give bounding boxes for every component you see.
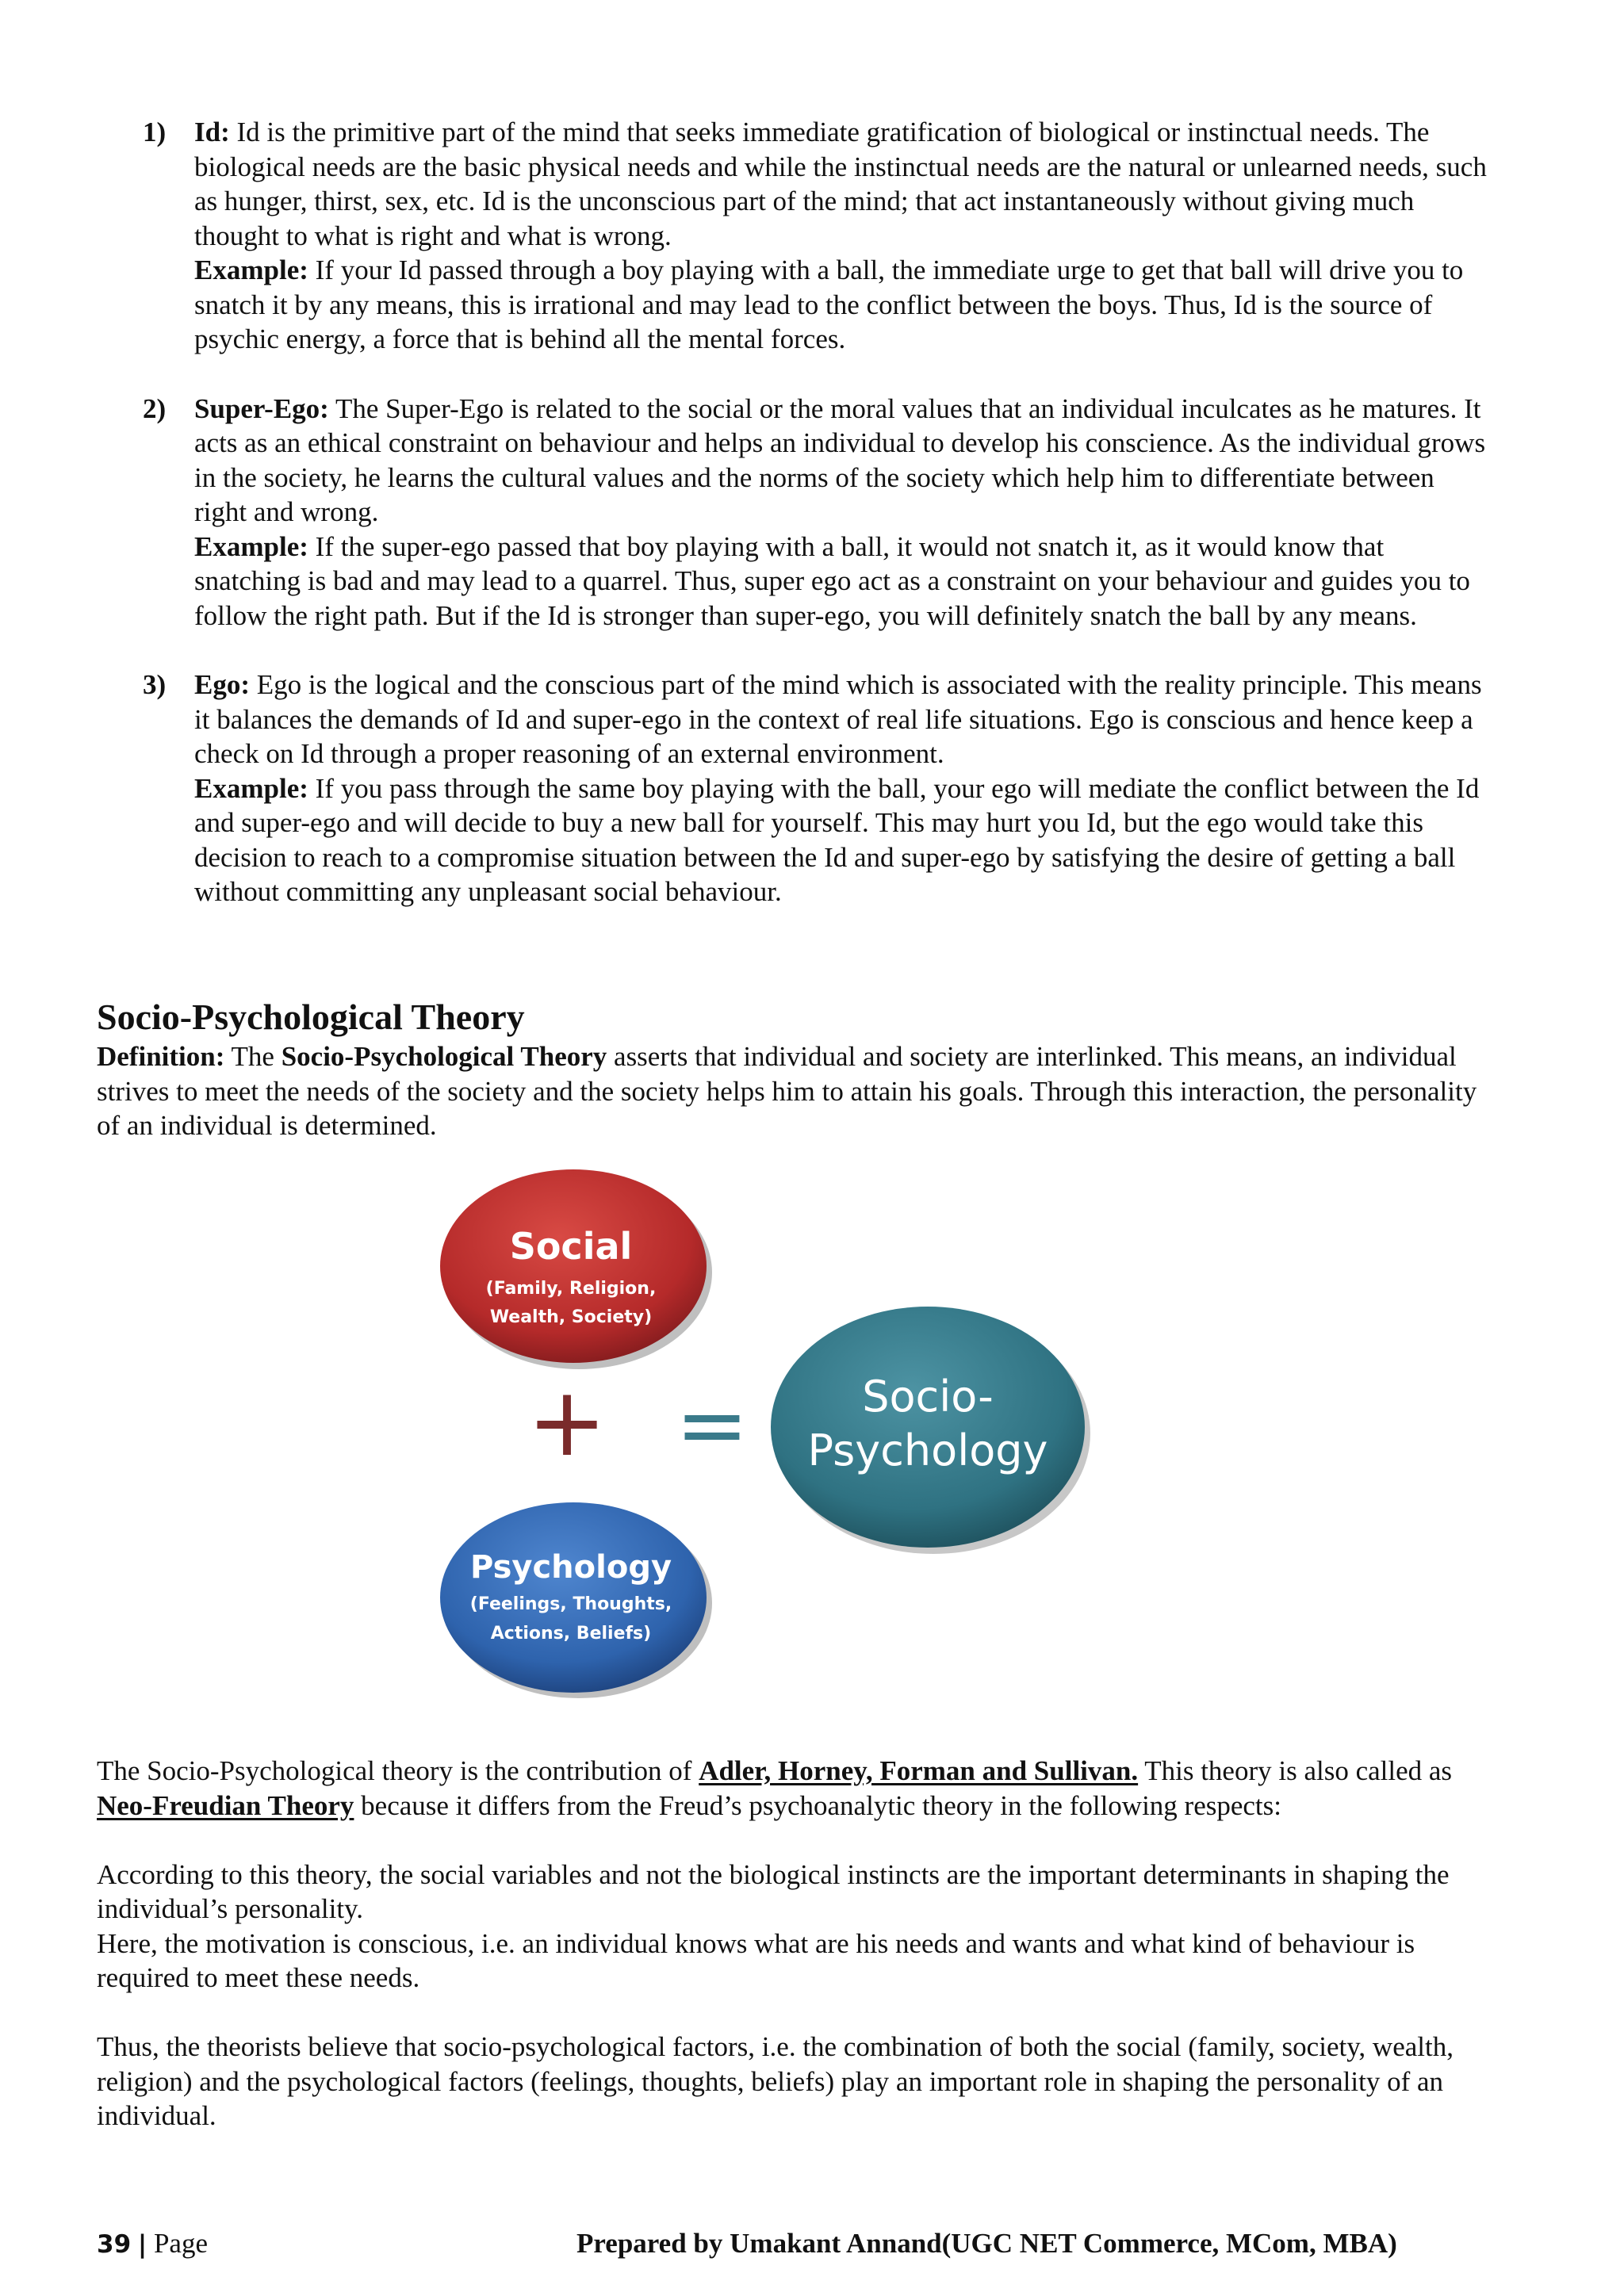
example-label: Example: xyxy=(194,254,308,285)
example-label: Example: xyxy=(194,772,308,804)
definition-term: Socio-Psychological Theory xyxy=(281,1041,607,1072)
social-sub-1: (Family, Religion, xyxy=(485,1279,657,1299)
list-number: 3) xyxy=(143,669,167,700)
p1-post: because it differs from the Freud’s psychoanalytic theory in the following respects: xyxy=(361,1789,1282,1821)
list-body xyxy=(194,392,1491,633)
list-body xyxy=(194,668,1491,909)
list-item-ego xyxy=(143,668,1491,909)
definition-text: asserts that individual and society are interlinked. This means, an individual strives to meet the needs of the society and the society helps him to attain his goals. Through this interaction, the personality of an individual is determined. xyxy=(97,1041,1477,1141)
term-text: Ego is the logical and the conscious part of the mind which is associated with the reality principle. This means it balances the demands of Id and super-ego in the context of real life situations. Ego is conscious and hence keep a check on Id through a proper reasoning of an external environment. xyxy=(194,669,1482,769)
paragraph-motivation: Here, the motivation is conscious, i.e. an individual knows what are his needs and wants and what kind of behaviour is required to meet these needs. xyxy=(97,1927,1415,1993)
definition-label: Definition: xyxy=(97,1041,225,1072)
page-number: 39 xyxy=(97,2230,132,2259)
section-heading: Socio-Psychological Theory xyxy=(97,997,525,1037)
equals-sign: = xyxy=(675,1374,749,1475)
social-title: Social xyxy=(509,1225,633,1268)
prepared-by: Prepared by Umakant Annand(UGC NET Commerce, MCom, MBA) xyxy=(576,2228,1397,2259)
psychology-title: Psychology xyxy=(469,1549,672,1586)
term-label: Super-Ego: xyxy=(194,392,329,424)
paragraph-contributors xyxy=(97,1754,1500,1823)
contributor-names: Adler, Horney, Forman and Sullivan. xyxy=(699,1755,1139,1786)
list-item-id xyxy=(143,115,1491,357)
psychology-sub-1: (Feelings, Thoughts, xyxy=(469,1594,672,1614)
term-text: The Super-Ego is related to the social or the moral values that an individual inculcates as he matures. It acts as an ethical constraint on behaviour and helps an individual to develop his conscience. As the individual grows in the society, he learns the cultural values and the norms of the society which help him to differentiate between right and wrong. xyxy=(194,392,1486,527)
term-label: Id: xyxy=(194,117,230,147)
result-line-2: Psychology xyxy=(807,1425,1048,1475)
socio-psychology-diagram xyxy=(420,1165,1213,1712)
numbered-list xyxy=(143,115,1491,944)
body-paragraphs xyxy=(97,1754,1500,2133)
paragraph-conclusion: Thus, the theorists believe that socio-psychological factors, i.e. the combination of both the social (family, society, wealth, religion) and the psychological factors (feelings, thoughts, beliefs) play an important role in shaping the personality of an individual. xyxy=(97,2031,1454,2131)
page-footer xyxy=(97,2226,1516,2262)
neo-freudian-term: Neo-Freudian Theory xyxy=(97,1789,354,1821)
example-text: If your Id passed through a boy playing with a ball, the immediate urge to get that ball will drive you to snatch it by any means, this is irrational and may lead to the conflict between the boys. Thus, Id is the source of psychic energy, a force that is behind all the mental forces. xyxy=(194,254,1464,354)
plus-sign: + xyxy=(527,1368,607,1478)
paragraph-social-variables: According to this theory, the social variables and not the biological instincts are the important determinants in shaping the individual’s personality. xyxy=(97,1858,1450,1924)
p1-pre: The Socio-Psychological theory is the contribution of xyxy=(97,1755,692,1786)
page-separator: | xyxy=(137,2230,147,2259)
example-label: Example: xyxy=(194,530,308,562)
definition-paragraph xyxy=(97,1039,1492,1143)
list-item-super-ego xyxy=(143,392,1491,633)
list-number: 2) xyxy=(143,392,167,424)
page-label: Page xyxy=(153,2228,209,2259)
social-sub-2: Wealth, Society) xyxy=(489,1307,653,1327)
p1-mid: This theory is also called as xyxy=(1144,1755,1453,1786)
example-text: If you pass through the same boy playing with the ball, your ego will mediate the conflict between the Id and super-ego and will decide to buy a new ball for yourself. This may hurt you Id, but the ego would take this decision to reach to a compromise situation between the Id and super-ego by satisfying the desire of getting a ball without committing any unpleasant social behaviour. xyxy=(194,772,1480,907)
term-label: Ego: xyxy=(194,669,250,700)
term-text: Id is the primitive part of the mind that seeks immediate gratification of biological or instinctual needs. The biological needs are the basic physical needs and while the instinctual needs are the natural or unlearned needs, such as hunger, thirst, sex, etc. Id is the unconscious part of the mind; that act instantaneously without giving much thought to what is right and what is wrong. xyxy=(194,117,1487,251)
result-line-1: Socio- xyxy=(862,1372,994,1422)
psychology-sub-2: Actions, Beliefs) xyxy=(490,1624,652,1644)
list-number: 1) xyxy=(143,117,167,147)
definition-pre: The xyxy=(231,1041,274,1072)
example-text: If the super-ego passed that boy playing with a ball, it would not snatch it, as it would know that snatching is bad and may lead to a quarrel. Thus, super ego act as a constraint on your behaviour and guides you to follow the right path. But if the Id is stronger than super-ego, you will definitely snatch the ball by any means. xyxy=(194,530,1470,631)
list-body xyxy=(194,115,1491,357)
